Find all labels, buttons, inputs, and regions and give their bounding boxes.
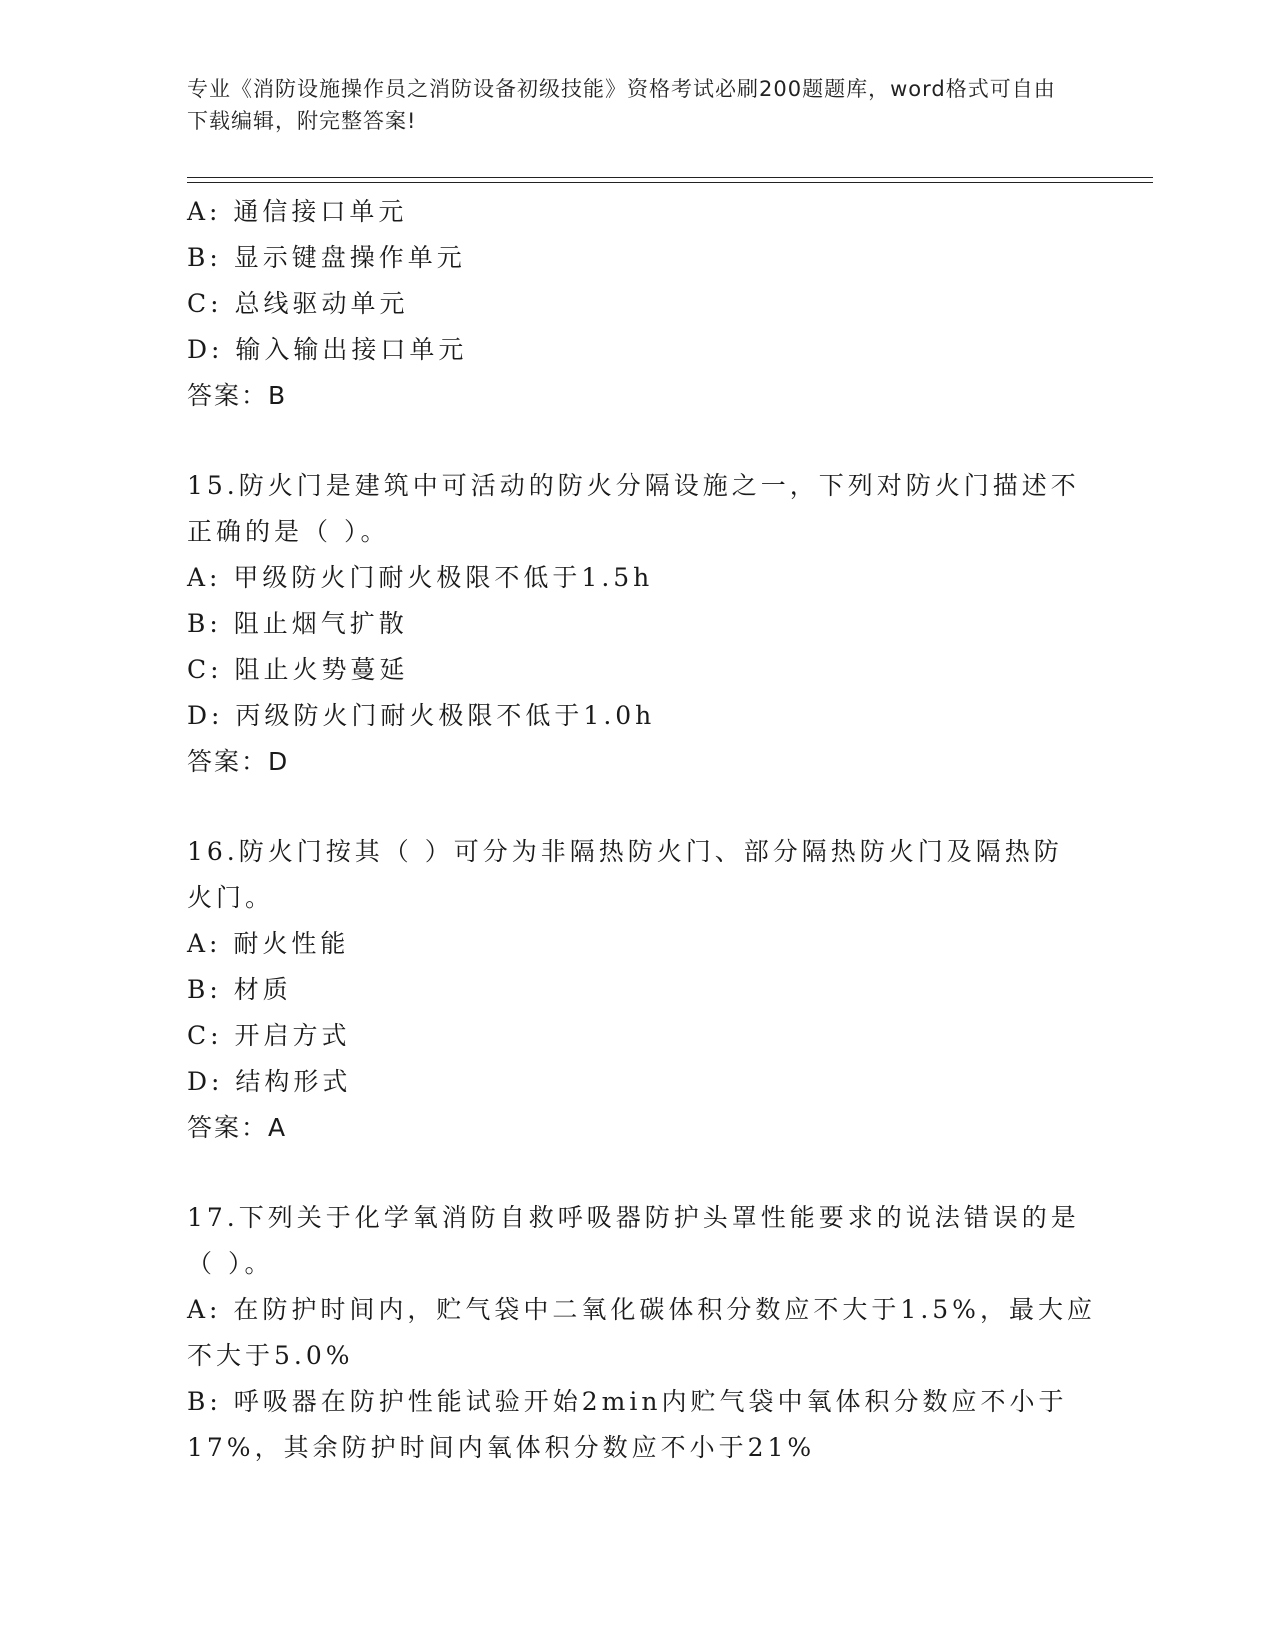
question-17	[187, 1195, 1096, 1471]
option-d: D: 输入输出接口单元	[187, 335, 468, 364]
option-a-line-1: A: 在防护时间内，贮气袋中二氧化碳体积分数应不大于1.5%，最大应	[187, 1295, 1096, 1324]
option-c: C: 阻止火势蔓延	[187, 655, 409, 684]
header-divider-top	[187, 177, 1153, 178]
option-a: A: 甲级防火门耐火极限不低于1.5h	[187, 563, 654, 592]
answer: 答案：D	[187, 747, 290, 776]
option-b: B: 材质	[187, 975, 292, 1004]
document-header: 专业《消防设施操作员之消防设备初级技能》资格考试必刷200题题库，word格式可自由下载编辑，附完整答案!	[187, 77, 1056, 133]
option-a: A: 通信接口单元	[187, 197, 408, 226]
question-stem-line-1: 15.防火门是建筑中可活动的防火分隔设施之一，下列对防火门描述不	[187, 471, 1080, 500]
header-divider-bottom	[187, 182, 1153, 183]
question-16	[187, 829, 1077, 1151]
question-list	[187, 189, 1096, 1471]
option-d: D: 结构形式	[187, 1067, 352, 1096]
question-stem-line-2: （ ）。	[187, 1249, 274, 1278]
question-stem-line-2: 火门。	[187, 883, 275, 912]
option-c: C: 总线驱动单元	[187, 289, 409, 318]
question-stem-line-1: 17.下列关于化学氧消防自救呼吸器防护头罩性能要求的说法错误的是	[187, 1203, 1080, 1232]
option-a-line-2: 不大于5.0%	[187, 1341, 354, 1370]
question-14-tail	[187, 189, 1077, 419]
option-a: A: 耐火性能	[187, 929, 350, 958]
option-b: B: 显示键盘操作单元	[187, 243, 466, 272]
option-b-line-1: B: 呼吸器在防护性能试验开始2min内贮气袋中氧体积分数应不小于	[187, 1387, 1068, 1416]
answer: 答案：A	[187, 1113, 288, 1142]
option-c: C: 开启方式	[187, 1021, 351, 1050]
question-stem-line-2: 正确的是（ ）。	[187, 517, 390, 546]
question-15	[187, 463, 1080, 785]
option-b-line-2: 17%，其余防护时间内氧体积分数应不小于21%	[187, 1433, 816, 1462]
question-stem-line-1: 16.防火门按其（ ）可分为非隔热防火门、部分隔热防火门及隔热防	[187, 837, 1063, 866]
option-b: B: 阻止烟气扩散	[187, 609, 408, 638]
option-d: D: 丙级防火门耐火极限不低于1.0h	[187, 701, 656, 730]
answer: 答案：B	[187, 381, 288, 410]
